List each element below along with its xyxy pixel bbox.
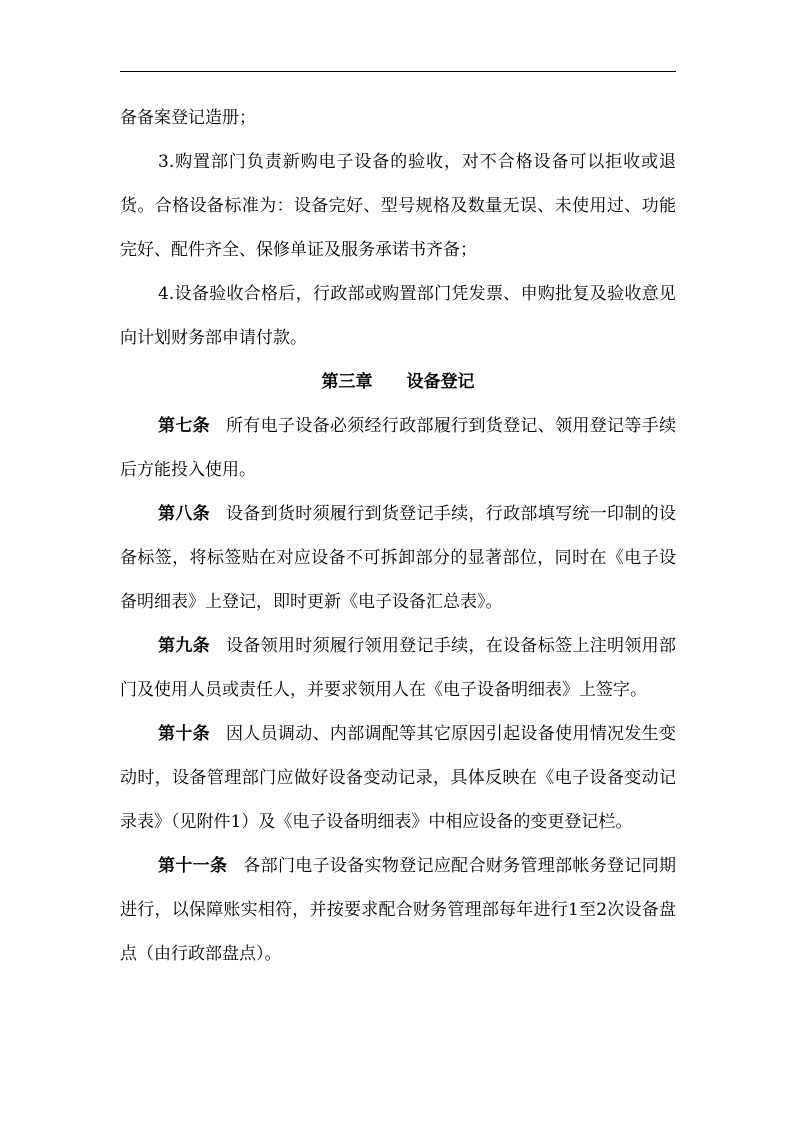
- article-8: [120, 492, 676, 624]
- article-11: [120, 844, 676, 976]
- article-9: [120, 624, 676, 712]
- article-text: 设备到货时须履行到货登记手续，行政部填写统一印制的设备标签，将标签贴在对应设备不可拆卸部分的显著部位，同时在《电子设备明细表》上登记，即时更新《电子设备汇总表》。: [120, 504, 677, 612]
- article-label: 第八条: [158, 504, 210, 524]
- article-label: 第十条: [158, 724, 210, 744]
- document-body: [120, 96, 676, 976]
- article-text: 因人员调动、内部调配等其它原因引起设备使用情况发生变动时，设备管理部门应做好设备变动记录，具体反映在《电子设备变动记录表》（见附件1）及《电子设备明细表》中相应设备的变更登记栏。: [120, 724, 677, 832]
- article-text: 所有电子设备必须经行政部履行到货登记、领用登记等手续后方能投入使用。: [120, 416, 677, 480]
- chapter-heading: [120, 360, 676, 404]
- chapter-title: 设备登记: [406, 372, 475, 392]
- paragraph-continuation: 备备案登记造册；: [120, 108, 256, 128]
- article-label: 第十一条: [158, 856, 228, 876]
- chapter-number: 第三章: [321, 372, 373, 392]
- article-10: [120, 712, 676, 844]
- paragraph-item-4: 4.设备验收合格后，行政部或购置部门凭发票、申购批复及验收意见向计划财务部申请付款。: [120, 284, 676, 348]
- article-text: 各部门电子设备实物登记应配合财务管理部帐务登记同期进行，以保障账实相符，并按要求配合财务管理部每年进行1至2次设备盘点（由行政部盘点）。: [120, 856, 677, 964]
- article-7: [120, 404, 676, 492]
- header-rule: [120, 71, 676, 72]
- article-text: 设备领用时须履行领用登记手续，在设备标签上注明领用部门及使用人员或责任人，并要求领用人在《电子设备明细表》上签字。: [120, 636, 677, 700]
- paragraph-item-3: 3.购置部门负责新购电子设备的验收，对不合格设备可以拒收或退货。合格设备标准为：设备完好、型号规格及数量无误、未使用过、功能完好、配件齐全、保修单证及服务承诺书齐备；: [120, 152, 676, 260]
- article-label: 第七条: [158, 416, 210, 436]
- article-label: 第九条: [158, 636, 210, 656]
